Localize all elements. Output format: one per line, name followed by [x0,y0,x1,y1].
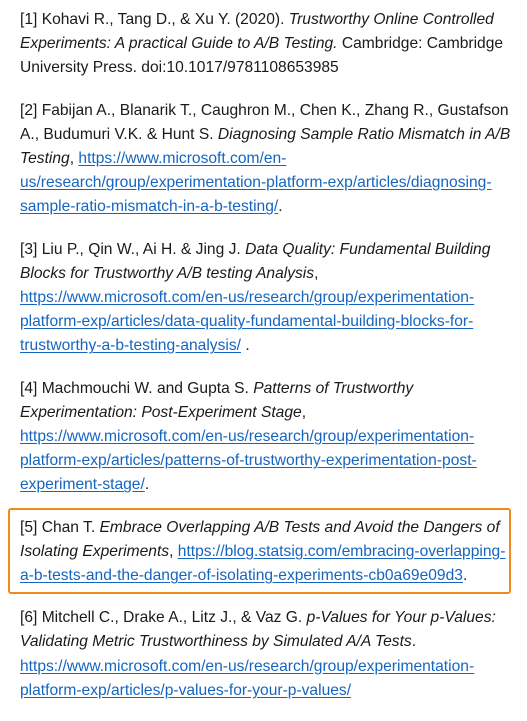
reference-title: Diagnosing Sample Ratio Mismatch in A/B Testing [20,125,511,168]
reference-end: . [278,198,283,216]
reference-authors: Chan T. [41,518,96,536]
reference-authors: Fabijan A., Blanarik T., Caughron M., Chen K., Zhang R., Gustafson A., Budumuri V.K. & Hunt S. [20,101,509,143]
reference-link[interactable]: https://blog.statsig.com/embracing-overlapping-a-b-tests-and-the-danger-of-isolating-experiments-cb0a69e09d3 [20,542,506,585]
reference-authors: Liu P., Qin W., Ai H. & Jing J. [41,240,241,258]
reference-separator: . [411,633,417,651]
reference-authors: Mitchell C., Drake A., Litz J., & Vaz G. [41,609,303,627]
reference-authors: Kohavi R., Tang D., & Xu Y. (2020). [41,11,285,28]
reference-end: . [462,567,468,585]
reference-title: Patterns of Trustworthy Experimentation: Post-Experiment Stage [20,379,414,421]
reference-title: Embrace Overlapping A/B Tests and Avoid the Dangers of Isolating Experiments [20,518,500,560]
reference-link[interactable]: https://www.microsoft.com/en-us/research/group/experimentation-platform-exp/articles/p-values-for-your-p-values/ [20,657,475,699]
reference-item-3 [20,238,512,359]
reference-item-6 [20,606,512,703]
reference-separator: , [301,403,307,421]
reference-number: [4] [20,379,38,397]
reference-title: Data Quality: Fundamental Building Blocks for Trustworthy A/B testing Analysis [20,240,491,282]
reference-separator: , [314,264,319,282]
reference-item-2 [20,99,512,220]
reference-number: [3] [20,240,38,258]
reference-link[interactable]: https://www.microsoft.com/en-us/research/group/experimentation-platform-exp/articles/diagnosing-sample-ratio-mismatch-in-a-b-testing/ [20,150,492,216]
reference-authors: Machmouchi W. and Gupta S. [41,379,249,397]
reference-publisher: Cambridge: Cambridge University Press. doi:10.1017/9781108653985 [20,35,504,77]
reference-end: . [144,476,150,494]
reference-title: Trustworthy Online Controlled Experiments: A practical Guide to A/B Testing. [20,11,494,53]
reference-number: [6] [20,609,38,627]
reference-title: p-Values for Your p-Values: Validating Metric Trustworthiness by Simulated A/A Tests [20,609,496,651]
reference-number: [2] [20,101,38,119]
reference-end: . [241,337,250,355]
reference-link[interactable]: https://www.microsoft.com/en-us/research/group/experimentation-platform-exp/articles/patterns-of-trustworthy-experimentation-post-experiment-stage/ [20,428,477,494]
reference-number: [5] [20,518,38,536]
reference-item-5 [20,516,512,589]
reference-list [20,8,512,721]
reference-separator: , [69,150,75,168]
reference-item-4 [20,377,512,498]
reference-link[interactable]: https://www.microsoft.com/en-us/research/group/experimentation-platform-exp/articles/data-quality-fundamental-building-blocks-for-trustworthy-a-b-testing-analysis/ [20,289,475,355]
reference-item-1 [20,8,512,81]
reference-separator: , [169,542,174,560]
reference-number: [1] [20,11,38,28]
